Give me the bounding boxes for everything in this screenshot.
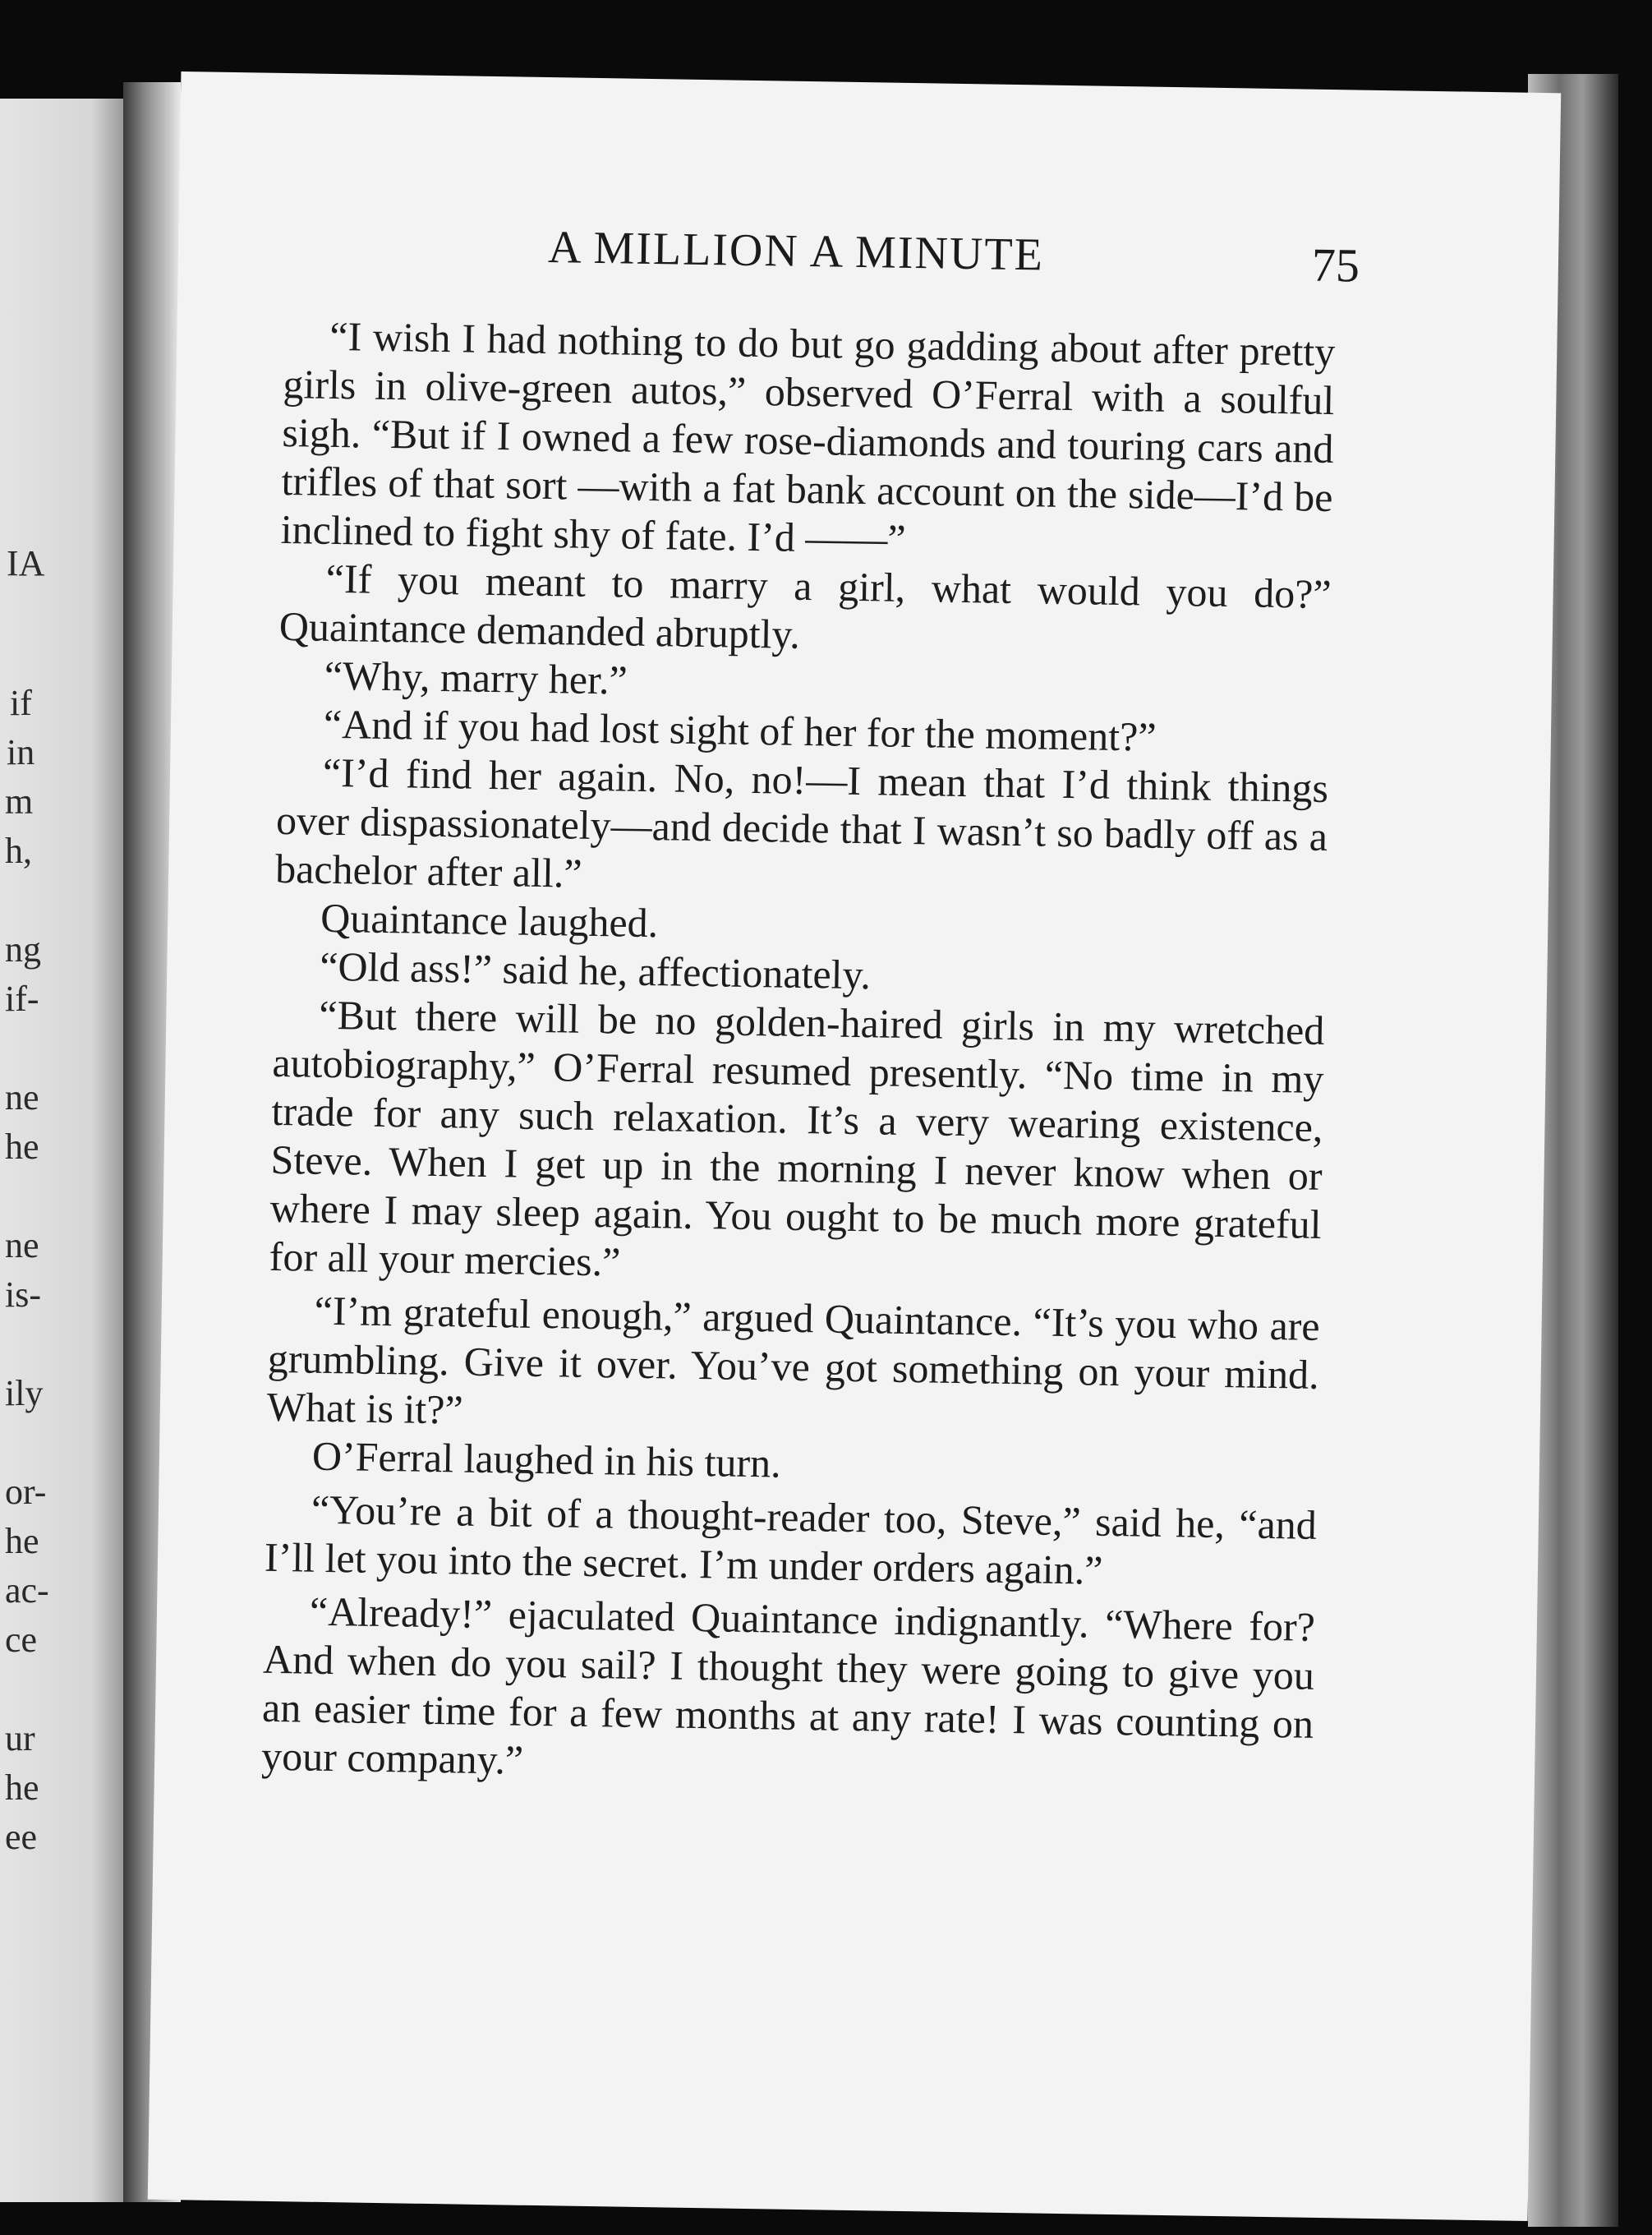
page-body [261,311,1336,1797]
prev-page-fragment: ne [5,1225,39,1265]
prev-page-fragment: ee [5,1817,38,1857]
prev-page-fragment: ne [5,1077,39,1118]
prev-page-fragment: ur [5,1718,35,1758]
paragraph: “If you meant to marry a girl, what would you do?” Quaintance demanded abruptly. [278,555,1332,657]
paragraph: “And if you had lost sight of her for the moment?” [323,700,1157,760]
prev-page-fragment: or- [5,1472,47,1512]
paragraph: “But there will be no golden-haired girls in my wretched autobiography,” O’Ferral resumed presently. “No time in my trade for any such relaxation. It’s a very wearing existence, Steve. When I get up in the morning I never know when or where I may sleep again. You ought to be much more grateful for all your mercies.” [269,991,1325,1285]
book-page [148,71,1561,2221]
prev-page-fragment: if- [5,979,39,1019]
paragraph: “I’d find her again. No, no!—I mean that I’d think things over dispassionately—and decide that I wasn’t so badly off as a bachelor after all.” [274,749,1329,896]
prev-page-fragment: is- [5,1274,41,1315]
prev-page-fragment: ac- [5,1570,49,1611]
paragraph: “I wish I had nothing to do but go gadding about after pretty girls in olive-green autos,” observed O’Ferral with a soulful sigh. “But if I owned a few rose-diamonds and touring cars and trifles of that sort —with a fat bank account on the side—I’d be inclined to fight shy of fate. I’d ——” [280,312,1336,562]
prev-page-fragment: ce [5,1620,38,1660]
paragraph: “Old ass!” said he, affectionately. [319,942,872,998]
prev-page-fragment: IA [7,543,45,583]
running-head: A MILLION A MINUTE [547,222,1045,281]
paragraph: “Why, marry her.” [324,652,628,703]
page-number: 75 [1311,237,1360,293]
paragraph: “Already!” ejaculated Quaintance indignantly. “Where for? And when do you sail? I thought they were going to give you an easier time for a few months at any rate! I was counting on your company.” [260,1588,1316,1783]
prev-page-fragment: in [7,732,35,772]
paragraph: “You’re a bit of a thought-reader too, Steve,” said he, “and I’ll let you into the secret. I’m under orders again.” [264,1486,1318,1593]
prev-page-fragment: ily [5,1373,44,1413]
prev-page-fragment: ng [5,929,41,970]
prev-page-fragment: he [5,1521,39,1561]
previous-page-edge [0,99,131,2202]
prev-page-fragment: m [5,781,34,822]
prev-page-fragment: h, [5,831,32,871]
paragraph: O’Ferral laughed in his turn. [311,1432,782,1486]
prev-page-fragment: he [5,1767,39,1808]
prev-page-fragment: he [5,1127,39,1167]
paragraph: Quaintance laughed. [320,894,659,947]
paragraph: “I’m grateful enough,” argued Quaintance. “It’s you who are grumbling. Give it over. You’ve got something on your mind. What is it?” [266,1287,1321,1433]
prev-page-fragment: if [10,683,32,723]
